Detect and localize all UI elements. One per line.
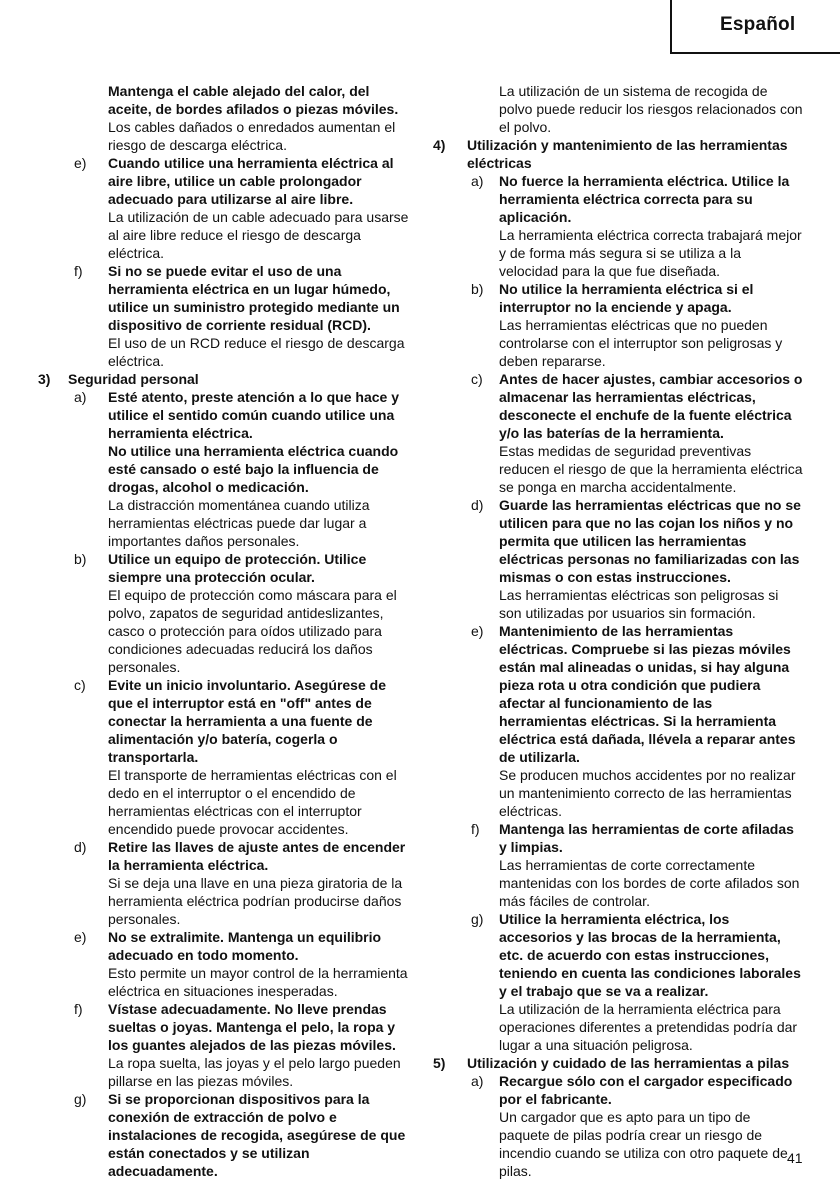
item-bold: Vístase adecuadamente. No lleve prendas sueltas o joyas. Mantenga el pelo, la ropa y los guantes alejados de las piezas móviles.: [108, 1001, 396, 1053]
section-number: 4): [433, 137, 446, 153]
item-text: La utilización de la herramienta eléctrica para operaciones diferentes a pretendidas podría dar lugar a una situación peligrosa.: [499, 1001, 798, 1053]
list-item: [38, 676, 410, 838]
item-bold: Evite un inicio involuntario. Asegúrese de que el interruptor está en "off" antes de conectar la herramienta a una fuente de alimentación y/o batería, cogerla o transportarla.: [108, 677, 386, 765]
item-bold: No utilice la herramienta eléctrica si el interruptor no la enciende y apaga.: [499, 281, 754, 315]
section-title: Utilización y mantenimiento de las herramientas eléctricas: [467, 137, 788, 171]
item-bold: Retire las llaves de ajuste antes de encender la herramienta eléctrica.: [108, 839, 406, 873]
item-text: Si se deja una llave en una pieza giratoria de la herramienta eléctrica podrían producirse daños personales.: [108, 875, 403, 927]
list-item: [38, 388, 410, 550]
section-title: Utilización y cuidado de las herramientas a pilas: [467, 1055, 790, 1071]
item-bold: Mantenga las herramientas de corte afiladas y limpias.: [499, 821, 794, 855]
item-bold: No se extralimite. Mantenga un equilibrio adecuado en todo momento.: [108, 929, 382, 963]
item-text: Esto permite un mayor control de la herramienta eléctrica en situaciones inesperadas.: [108, 965, 408, 999]
item-bold: Guarde las herramientas eléctricas que no se utilicen para que no las cojan los niños y no permita que utilicen las herramientas eléctricas personas no familiarizadas con las mismas o con estas instrucciones.: [499, 497, 801, 585]
language-tab: [670, 0, 840, 54]
item-text: La herramienta eléctrica correcta trabajará mejor y de forma más segura si se utiliza a la velocidad para la que fue diseñada.: [499, 227, 802, 279]
item-letter: g): [74, 1091, 87, 1107]
item-bold: Esté atento, preste atención a lo que hace y utilice el sentido común cuando utilice una herramienta eléctrica.: [108, 389, 399, 441]
list-item: [433, 496, 803, 622]
item-text: El transporte de herramientas eléctricas con el dedo en el interruptor o el encendido de herramientas eléctricas con el interruptor encendido puede provocar accidentes.: [108, 767, 397, 837]
list-item: [433, 370, 803, 496]
item-text: Un cargador que es apto para un tipo de paquete de pilas podría crear un riesgo de incendio cuando se utiliza con otro paquete de pilas.: [499, 1109, 788, 1179]
list-item: [433, 172, 803, 280]
item-bold: Utilice la herramienta eléctrica, los accesorios y las brocas de la herramienta, etc. de acuerdo con estas instrucciones, teniendo en cuenta las condiciones laborales y el trabajo que se va a realizar.: [499, 911, 801, 999]
item-bold: Antes de hacer ajustes, cambiar accesorios o almacenar las herramientas eléctricas, desconecte el enchufe de la fuente eléctrica y/o las baterías de la herramienta.: [499, 371, 803, 441]
list-item: [38, 1090, 410, 1180]
list-item: [433, 1072, 803, 1180]
item-letter: f): [74, 1001, 83, 1017]
item-continuation: [38, 82, 410, 154]
list-item: [38, 262, 410, 370]
list-item: [433, 280, 803, 370]
item-letter: d): [74, 839, 87, 855]
item-letter: a): [74, 389, 87, 405]
section-heading: [38, 370, 410, 388]
item-bold-2: No utilice una herramienta eléctrica cuando esté cansado o esté bajo la influencia de drogas, alcohol o medicación.: [108, 443, 399, 495]
item-bold: Mantenimiento de las herramientas eléctricas. Compruebe si las piezas móviles están mal alineadas o unidas, si hay alguna pieza rota u otra condición que pudiera afectar al funcionamiento de las herramientas eléctricas. Si la herramienta eléctrica está dañada, llévela a reparar antes de utilizarla.: [499, 623, 796, 765]
item-bold: Cuando utilice una herramienta eléctrica al aire libre, utilice un cable prolongador adecuado para utilizarse al aire libre.: [108, 155, 394, 207]
item-text: La distracción momentánea cuando utiliza herramientas eléctricas puede dar lugar a importantes daños personales.: [108, 497, 370, 549]
item-text: El uso de un RCD reduce el riesgo de descarga eléctrica.: [108, 335, 405, 369]
item-letter: b): [74, 551, 87, 567]
item-bold: Utilice un equipo de protección. Utilice siempre una protección ocular.: [108, 551, 367, 585]
section-number: 3): [38, 371, 51, 387]
section-number: 5): [433, 1055, 446, 1071]
list-item: [433, 820, 803, 910]
section-title: Seguridad personal: [68, 371, 199, 387]
language-label: Español: [720, 14, 796, 35]
item-letter: c): [471, 371, 483, 387]
list-item: [38, 1000, 410, 1090]
item-bold: No fuerce la herramienta eléctrica. Utilice la herramienta eléctrica correcta para su aplicación.: [499, 173, 790, 225]
list-item: [38, 550, 410, 676]
list-item: [38, 838, 410, 928]
item-letter: e): [74, 155, 87, 171]
item-text: El equipo de protección como máscara para el polvo, zapatos de seguridad antideslizantes, casco o protección para oídos utilizado para condiciones adecuadas reducirá los daños personales.: [108, 587, 397, 675]
item-text: Las herramientas eléctricas son peligrosas si son utilizadas por usuarios sin formación.: [499, 587, 779, 621]
item-bold: Si no se puede evitar el uso de una herramienta eléctrica en un lugar húmedo, utilice un suministro protegido mediante un dispositivo de corriente residual (RCD).: [108, 263, 400, 333]
right-column: [433, 82, 803, 1180]
item-bold: Recargue sólo con el cargador especificado por el fabricante.: [499, 1073, 793, 1107]
item-letter: f): [74, 263, 83, 279]
item-letter: c): [74, 677, 86, 693]
list-item: [38, 928, 410, 1000]
item-text: Se producen muchos accidentes por no realizar un mantenimiento correcto de las herramientas eléctricas.: [499, 767, 796, 819]
item-bold: Mantenga el cable alejado del calor, del aceite, de bordes afilados o piezas móviles.: [108, 83, 399, 117]
item-text: Los cables dañados o enredados aumentan el riesgo de descarga eléctrica.: [108, 119, 396, 153]
item-continuation: [433, 82, 803, 136]
item-text: Las herramientas de corte correctamente mantenidas con los bordes de corte afilados son más fáciles de controlar.: [499, 857, 800, 909]
item-letter: f): [471, 821, 480, 837]
left-column: [38, 82, 410, 1180]
item-text: La utilización de un sistema de recogida de polvo puede reducir los riesgos relacionados con el polvo.: [499, 83, 803, 135]
page-number: 41: [787, 1150, 803, 1166]
item-text: Estas medidas de seguridad preventivas reducen el riesgo de que la herramienta eléctrica se ponga en marcha accidentalmente.: [499, 443, 803, 495]
list-item: [38, 154, 410, 262]
item-letter: e): [471, 623, 484, 639]
section-heading: [433, 1054, 803, 1072]
list-item: [433, 910, 803, 1054]
section-heading: [433, 136, 803, 172]
list-item: [433, 622, 803, 820]
item-letter: e): [74, 929, 87, 945]
item-letter: b): [471, 281, 484, 297]
item-letter: d): [471, 497, 484, 513]
item-text: La ropa suelta, las joyas y el pelo largo pueden pillarse en las piezas móviles.: [108, 1055, 401, 1089]
item-text: Las herramientas eléctricas que no pueden controlarse con el interruptor son peligrosas y deben repararse.: [499, 317, 783, 369]
item-letter: a): [471, 1073, 484, 1089]
item-letter: a): [471, 173, 484, 189]
item-letter: g): [471, 911, 484, 927]
item-bold: Si se proporcionan dispositivos para la conexión de extracción de polvo e instalaciones de recogida, asegúrese de que están conectados y se utilizan adecuadamente.: [108, 1091, 406, 1179]
item-text: La utilización de un cable adecuado para usarse al aire libre reduce el riesgo de descarga eléctrica.: [108, 209, 409, 261]
